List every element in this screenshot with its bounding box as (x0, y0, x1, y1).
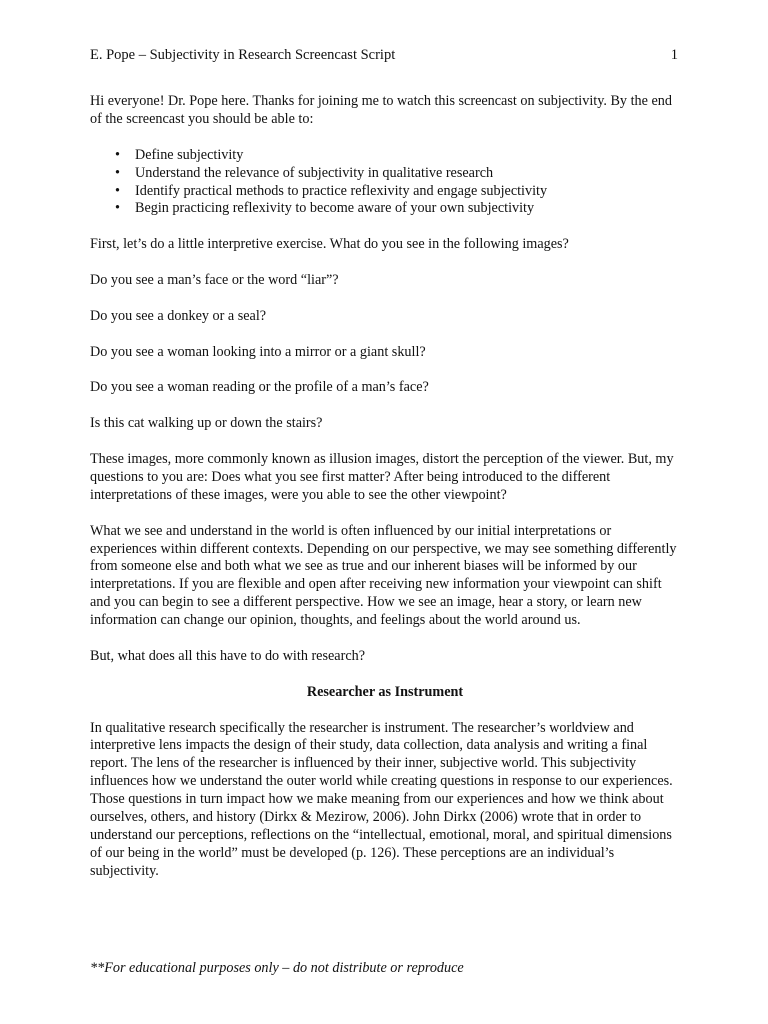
research-question-paragraph: But, what does all this have to do with research? (90, 647, 366, 664)
question-reading-or-profile: Do you see a woman reading or the profile of a man’s face? (90, 379, 429, 396)
objective-item (115, 146, 680, 165)
intro-paragraph: Hi everyone! Dr. Pope here. Thanks for joining me to watch this screencast on subjectivity. By the end of the screencast you should be able to: (90, 93, 672, 127)
header-title: E. Pope – Subjectivity in Research Screencast Script (90, 47, 396, 63)
section-heading: Researcher as Instrument (306, 683, 464, 700)
objective-item (115, 182, 680, 201)
objective-text: Identify practical methods to practice reflexivity and engage subjectivity (135, 182, 548, 199)
objective-text: Define subjectivity (135, 146, 244, 163)
document-body (90, 93, 680, 899)
objective-item (115, 164, 680, 183)
perspective-paragraph: What we see and understand in the world is often influenced by our initial interpretations or experiences within different contexts. Depending on our perspective, we may see something differently from someone else and both what we see as true and our inherent biases will be informed by our interpretations. If you are flexible and open after receiving new information your viewpoint can shift and you can begin to see a different perspective. How we see an image, hear a story, or learn new information can change our opinion, thoughts, and feelings about the world around us. (90, 522, 677, 629)
question-mirror-or-skull: Do you see a woman looking into a mirror or a giant skull? (90, 343, 426, 360)
objective-text: Understand the relevance of subjectivity in qualitative research (135, 164, 494, 181)
page-number: 1 (670, 47, 678, 63)
objective-text: Begin practicing reflexivity to become aware of your own subjectivity (135, 200, 535, 217)
illusion-paragraph: These images, more commonly known as illusion images, distort the perception of the viewer. But, my questions to you are: Does what you see first matter? After being introduced to the different interpretations of these images, were you able to see the other viewpoint? (90, 451, 674, 503)
bullet-icon: • (115, 200, 120, 217)
researcher-instrument-paragraph: In qualitative research specifically the researcher is instrument. The researcher’s worldview and interpretive lens impacts the design of their study, data collection, data analysis and writing a final report. The lens of the researcher is influenced by their inner, subjective world. This subjectivity influences how we understand the outer world while creating questions in response to our experiences. Those questions in turn impact how we make meaning from our experiences and how we think about ourselves, others, and history (Dirkx & Mezirow, 2006). John Dirkx (2006) wrote that in order to understand our perceptions, reflections on the “intellectual, emotional, moral, and spiritual dimensions of our being in the world” must be developed (p. 126). These perceptions are an individual’s subjectivity. (90, 719, 673, 879)
exercise-intro-paragraph: First, let’s do a little interpretive exercise. What do you see in the following images? (90, 236, 569, 253)
question-donkey-or-seal: Do you see a donkey or a seal? (90, 307, 267, 324)
bullet-icon: • (115, 164, 120, 181)
page-footer: **For educational purposes only – do not distribute or reproduce (90, 960, 464, 976)
question-face-or-liar: Do you see a man’s face or the word “liar”? (90, 272, 339, 289)
bullet-icon: • (115, 146, 120, 163)
bullet-icon: • (115, 182, 120, 199)
objectives-list (90, 147, 680, 219)
objective-item (115, 200, 680, 218)
question-cat-stairs: Is this cat walking up or down the stairs? (90, 415, 323, 432)
